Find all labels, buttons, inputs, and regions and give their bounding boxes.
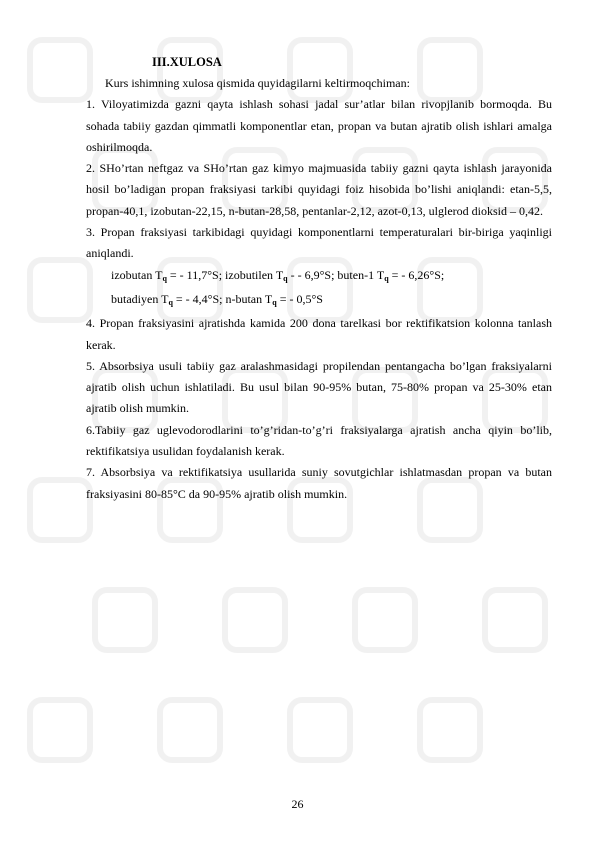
t-symbol: T [161, 291, 169, 306]
conclusion-section [86, 52, 552, 505]
temp-text: butadiyen [111, 291, 162, 306]
paragraph-2: 2. SHo’rtan neftgaz va SHo’rtan gaz kimyo majmuasida tabiiy gazni qayta ishlash jarayonida hosil bo’ladigan propan fraksiyasi tarkibi quyidagi foiz hisobida bo’lishi aniqlandi: etan-5,5, propan-40,1, izobutan-22,15, n-butan-28,58, pentanlar-2,12, azot-0,13, ulglerod dioksid – 0,42. [86, 161, 552, 218]
t-symbol: T [155, 267, 163, 282]
paragraph-5: 5. Absorbsiya usuli tabiiy gaz aralashmasidagi propilendan pentangacha bo’lgan fraksiyalarni ajratib olish uchun ishlatiladi. Bu usul bilan 90-95% butan, 75-80% propan va 25-30% etan ajratib olish mumkin. [86, 358, 552, 416]
t-subscript: q [168, 297, 173, 307]
temp-text: = - 6,26°S; [388, 267, 445, 282]
page-number: 26 [291, 797, 304, 811]
temp-text: = - 4,4°S; n-butan [172, 291, 265, 306]
paragraph-6: 6.Tabiiy gaz uglevodorodlarini to’g’ridan-to’g’ri fraksiyalarga ajratish ancha qiyin bo’lib, rektifikatsiya usulidan foydalanish kerak. [86, 422, 552, 459]
temperature-line-1 [111, 265, 552, 289]
temp-text: izobutan [111, 267, 156, 282]
t-subscript: q [162, 273, 167, 283]
temp-text: = - 11,7°S; izobutilen [166, 267, 276, 282]
t-subscript: q [283, 273, 288, 283]
temperature-line-2 [111, 289, 552, 313]
paragraph-4: 4. Propan fraksiyasini ajratishda kamida 200 dona tarelkasi bor rektifikatsion kolonna tanlash kerak. [86, 316, 552, 352]
t-subscript: q [384, 273, 389, 283]
intro-paragraph: Kurs ishimning xulosa qismida quyidagilarni keltirmoqchiman: [105, 76, 410, 90]
t-symbol: T [275, 267, 284, 282]
t-subscript: q [272, 297, 277, 307]
t-symbol: T [264, 291, 273, 306]
section-heading: III.XULOSA [152, 55, 222, 69]
paragraph-3: 3. Propan fraksiyasi tarkibidagi quyidagi komponentlarni temperaturalari bir-biriga yaqinligi aniqlandi. [86, 225, 552, 261]
paragraph-7: 7. Absorbsiya va rektifikatsiya usullarida suniy sovutgichlar ishlatmasdan propan va butan fraksiyasini 80-85°C da 90-95% ajratib olish mumkin. [86, 465, 552, 501]
temp-text: - - 6,9°S; buten-1 [287, 267, 377, 282]
temp-text: = - 0,5°S [276, 291, 323, 306]
paragraph-1: 1. Viloyatimizda gazni qayta ishlash sohasi jadal sur’atlar bilan rivopjlanib bormoqda. Bu sohada tabiiy gazdan qimmatli komponentlar etan, propan va butan ajratib olish ishlari amalga oshirilmoqda. [86, 97, 552, 154]
t-symbol: T [376, 267, 385, 282]
